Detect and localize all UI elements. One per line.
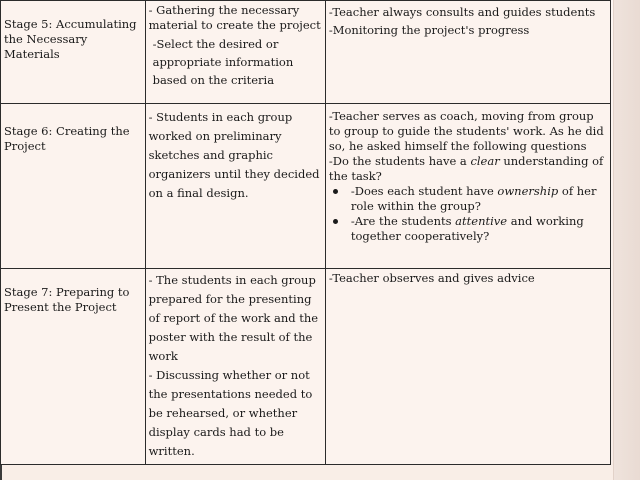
stage-cell bbox=[1, 269, 146, 465]
question-emphasis: clear bbox=[470, 154, 500, 168]
student-activity: -Select the desired or appropriate information based on the criteria bbox=[152, 37, 294, 87]
student-activities-cell bbox=[145, 104, 325, 269]
teacher-activities-cell bbox=[325, 1, 610, 104]
bullet-icon bbox=[333, 219, 338, 224]
table-row-stage-7 bbox=[1, 269, 611, 465]
stage-label: Stage 5: Accumulating the Necessary Materials bbox=[4, 17, 137, 61]
list-item bbox=[351, 214, 607, 244]
slide-right-margin bbox=[613, 0, 640, 480]
question-text: understanding of the task? bbox=[328, 154, 604, 183]
table-row-stage-5 bbox=[1, 1, 611, 104]
student-activities-cell bbox=[145, 269, 325, 465]
question-text: -Does each student have bbox=[350, 184, 498, 198]
question-text: and working together cooperatively? bbox=[350, 214, 584, 243]
bullet-icon bbox=[333, 189, 338, 194]
student-activity: - Students in each group worked on preliminary sketches and graphic organizers until they decided on a final design. bbox=[148, 110, 320, 200]
list-item bbox=[351, 184, 607, 214]
question-text: -Do the students have a bbox=[328, 154, 471, 168]
teacher-activities-cell bbox=[325, 269, 610, 465]
student-activity: - Gathering the necessary material to create the project bbox=[148, 3, 321, 32]
teacher-activities-cell bbox=[325, 104, 610, 269]
stage-cell bbox=[1, 1, 146, 104]
question-text: of her role within the group? bbox=[350, 184, 597, 213]
stage-label: Stage 6: Creating the Project bbox=[4, 124, 130, 153]
question-emphasis: ownership bbox=[497, 184, 559, 198]
student-activity: - Discussing whether or not the presentations needed to be rehearsed, or whether display cards had to be written. bbox=[148, 368, 313, 458]
stage-cell bbox=[1, 104, 146, 269]
teacher-question bbox=[329, 154, 607, 184]
question-text: -Are the students bbox=[350, 214, 456, 228]
teacher-activity: -Teacher serves as coach, moving from group to group to guide the students' work. As he did so, he asked himself the following questions bbox=[328, 109, 604, 153]
teacher-activity: -Teacher always consults and guides students bbox=[328, 5, 596, 19]
teacher-activity: -Teacher observes and gives advice bbox=[328, 271, 535, 285]
student-activity: - The students in each group prepared for the presenting of report of the work and the poster with the result of the work bbox=[148, 273, 319, 363]
teacher-activity: -Monitoring the project's progress bbox=[328, 23, 530, 37]
stage-label: Stage 7: Preparing to Present the Project bbox=[4, 285, 130, 314]
teacher-question-list bbox=[329, 184, 607, 244]
student-activities-cell bbox=[145, 1, 325, 104]
table-row-stage-6 bbox=[1, 104, 611, 269]
question-emphasis: attentive bbox=[455, 214, 508, 228]
